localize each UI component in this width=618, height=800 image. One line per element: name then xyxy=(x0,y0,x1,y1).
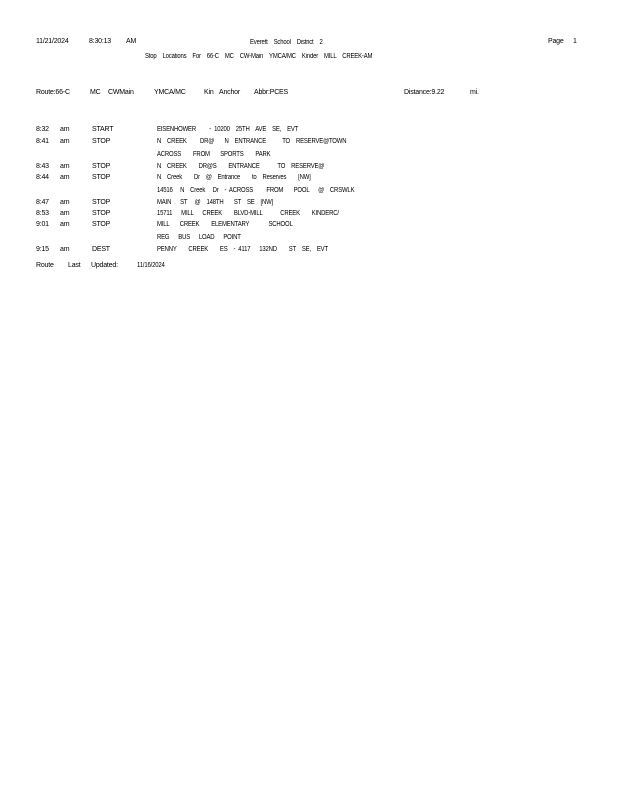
stop-location-line2: REG BUS LOAD POINT xyxy=(157,234,241,241)
report-ampm: AM xyxy=(126,38,137,45)
footer-last-label: Last xyxy=(68,262,81,269)
stop-location-line2: ACROSS FROM SPORTS PARK xyxy=(157,151,271,158)
report-date: 11/21/2024 xyxy=(36,38,69,45)
stop-location: EISENHOWER - 10200 25TH AVE SE, EVT xyxy=(157,126,299,133)
report-subtitle: Stop Locations For 66-C MC CW-Main YMCA/MC Kinder MILL CREEK-AM xyxy=(145,53,373,60)
stop-ampm: am xyxy=(60,199,70,206)
stop-type: STOP xyxy=(92,199,111,206)
stop-location: N CREEK DR@S ENTRANCE TO RESERVE@ xyxy=(157,163,325,170)
stop-ampm: am xyxy=(60,163,70,170)
footer-updated-date: 11/16/2024 xyxy=(137,262,165,269)
route-ymca: YMCA/MC xyxy=(154,89,186,96)
stop-ampm: am xyxy=(60,246,70,253)
stop-time: 8:32 xyxy=(36,126,49,133)
route-anchor: Anchor xyxy=(219,89,240,96)
route-abbr: Abbr:PCES xyxy=(254,89,288,96)
stop-type: START xyxy=(92,126,114,133)
stop-location-line2: 14516 N Creek Dr - ACROSS FROM POOL @ CRSWLK xyxy=(157,187,355,194)
stop-type: STOP xyxy=(92,163,111,170)
stop-type: STOP xyxy=(92,221,111,228)
route-cw-main: CWMain xyxy=(108,89,134,96)
stop-time: 8:41 xyxy=(36,138,49,145)
page-label: Page xyxy=(548,38,564,45)
stop-ampm: am xyxy=(60,138,70,145)
footer-updated-label: Updated: xyxy=(91,262,118,269)
stop-location: PENNY CREEK ES - 4117 132ND ST SE, EVT xyxy=(157,246,328,253)
stop-time: 8:47 xyxy=(36,199,49,206)
report-time: 8:30:13 xyxy=(89,38,111,45)
stop-ampm: am xyxy=(60,210,70,217)
stop-location: N Creek Dr @ Entrance to Reserves [NW] xyxy=(157,174,311,181)
route-kin: Kin xyxy=(204,89,214,96)
stop-type: STOP xyxy=(92,210,111,217)
route-mc: MC xyxy=(90,89,101,96)
stop-time: 8:44 xyxy=(36,174,49,181)
stop-location: MAIN ST @ 148TH ST SE [NW] xyxy=(157,199,274,206)
stop-time: 9:15 xyxy=(36,246,49,253)
route-distance-unit: mi. xyxy=(470,89,479,96)
page-number: 1 xyxy=(573,38,577,45)
footer-route-label: Route xyxy=(36,262,54,269)
stop-type: DEST xyxy=(92,246,110,253)
stop-location: N CREEK DR@ N ENTRANCE TO RESERVE@TOWN xyxy=(157,138,347,145)
stop-ampm: am xyxy=(60,174,70,181)
stop-time: 8:43 xyxy=(36,163,49,170)
stop-type: STOP xyxy=(92,138,111,145)
route-distance: Distance:9.22 xyxy=(404,89,445,96)
stop-ampm: am xyxy=(60,221,70,228)
stop-location: MILL CREEK ELEMENTARY SCHOOL xyxy=(157,221,293,228)
stop-location: 15711 MILL CREEK BLVD-MILL CREEK KINDERC/ xyxy=(157,210,339,217)
route-id: Route:66-C xyxy=(36,89,70,96)
district-title: Everett School District 2 xyxy=(250,39,323,46)
stop-type: STOP xyxy=(92,174,111,181)
stop-time: 8:53 xyxy=(36,210,49,217)
stop-time: 9:01 xyxy=(36,221,49,228)
stop-ampm: am xyxy=(60,126,70,133)
